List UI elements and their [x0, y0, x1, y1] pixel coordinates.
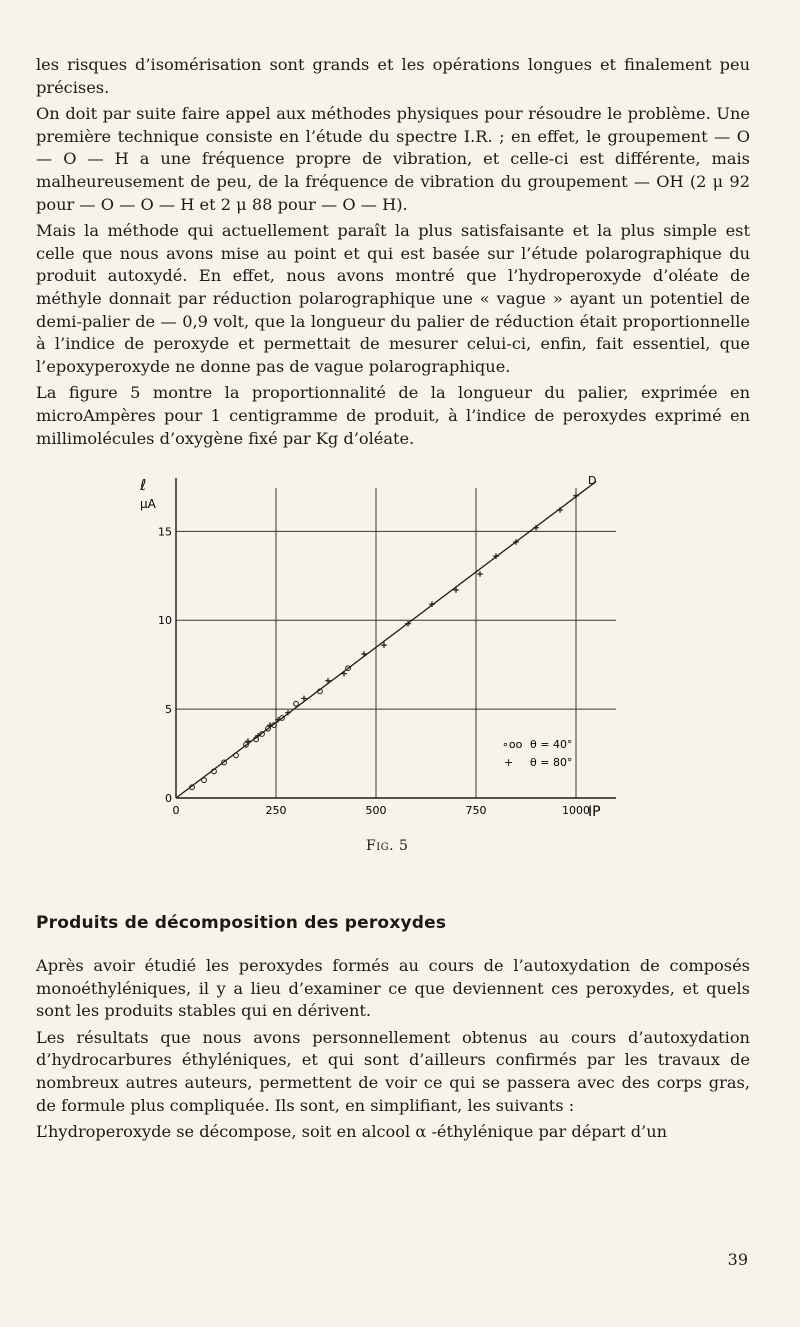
page-number: 39 [727, 1250, 748, 1269]
proportionality-chart [36, 468, 750, 863]
y-tick-label: 5 [165, 703, 172, 717]
paragraph-3: Mais la méthode qui actuellement paraît la plus satisfaisante et la plus simple est celle que nous avons mise au point et qui est basée sur l’étude polarographique du produit autoxydé. En effet, nous avons montré que l’hydroperoxyde d’oléate de méthyle donnait par réduction polarographique une « vague » ayant un potentiel de demi-palier de — 0,9 volt, que la longueur du palier de réduction était proportionnelle à l’indice de peroxyde et permettait de mesurer celui-ci, enfin, fait essentiel, que l’epoxyperoxyde ne donne pas de vague polarographique. [36, 221, 750, 376]
y-axis-symbol: ℓ [140, 476, 147, 495]
x-tick-label: 0 [172, 804, 180, 818]
y-tick-label: 0 [165, 792, 172, 806]
data-point-plus [361, 651, 367, 657]
x-tick-label: 1000 [562, 804, 590, 818]
chart-grid [176, 488, 616, 798]
data-point-plus [557, 507, 563, 513]
data-point-circle [234, 753, 239, 758]
legend-marker-plus: + [504, 756, 514, 770]
y-tick-label: 15 [158, 525, 172, 539]
figure-5 [36, 468, 750, 863]
paragraph-5: Après avoir étudié les peroxydes formés au cours de l’autoxydation de composés monoéthyléniques, il y a lieu d’examiner ce que deviennent ces peroxydes, et quels sont les produits stables qui en dérivent. [36, 956, 750, 1021]
legend-marker-circle: ∘oo [502, 738, 523, 752]
section-title: Produits de décomposition des peroxydes [36, 913, 447, 934]
y-tick-label: 10 [158, 614, 172, 628]
paragraph-7: L’hydroperoxyde se décompose, soit en alcool α -éthylénique par départ d’un [36, 1122, 668, 1142]
paragraph-4: La figure 5 montre la proportionnalité de la longueur du palier, exprimée en microAmpères pour 1 centigramme de produit, à l’indice de peroxydes exprimé en millimolécules d’oxygène fixé par Kg d’oléate. [36, 383, 750, 448]
fit-line-label: D [588, 474, 597, 488]
data-point-plus [477, 571, 483, 577]
figure-caption: Fig. 5 [366, 838, 409, 855]
data-point-plus [341, 671, 347, 677]
paragraph-2: On doit par suite faire appel aux méthodes physiques pour résoudre le problème. Une première technique consiste en l’étude du spectre I.R. ; en effet, le groupement — O — O — H a une fréquence propre de vibration, et celle-ci est différente, mais malheureusement de peu, de la fréquence de vibration du groupement — OH (2 μ 92 pour — O — O — H et 2 μ 88 pour — O — H). [36, 104, 750, 214]
legend-label-80: θ = 80° [530, 756, 573, 770]
x-tick-label: 750 [465, 804, 487, 818]
x-tick-label: 250 [265, 804, 287, 818]
legend-label-40: θ = 40° [530, 738, 573, 752]
y-axis-unit: μA [140, 497, 156, 512]
data-point-circle [294, 701, 299, 706]
paragraph-6: Les résultats que nous avons personnellement obtenus au cours d’autoxydation d’hydrocarbures éthyléniques, et qui sont d’ailleurs confirmés par les travaux de nombreux autres auteurs, permettent de voir ce qui se passera avec des corps gras, de formule plus compliquée. Ils sont, en simplifiant, les suivants : [36, 1027, 750, 1115]
data-point-circle [202, 778, 207, 783]
paragraph-1: les risques d’isomérisation sont grands et les opérations longues et finalement peu précises. [36, 55, 750, 97]
chart-legend [502, 738, 572, 769]
page-content [36, 54, 750, 1148]
x-axis-label: IP [588, 804, 601, 821]
x-tick-label: 500 [365, 804, 387, 818]
